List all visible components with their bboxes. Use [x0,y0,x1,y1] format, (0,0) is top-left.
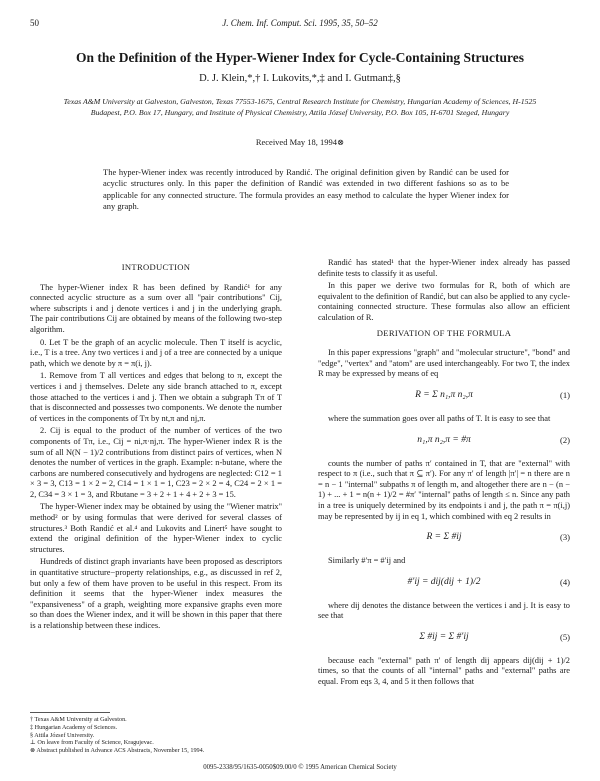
paragraph: The hyper-Wiener index R has been defined by Randić¹ for any connected acyclic structure as a sum over all "pair contributions" Cij, where subscripts i and j denote vertices i and j in the underlying graph. The pair contributions Cij are obtained by means of the following two-step algorithm. [30,282,282,334]
equation-expression: #′ij = dij(dij + 1)/2 [407,576,481,587]
paragraph: because each "external" path π′ of length dij appears dij(dij + 1)/2 times, so that the counts of all "internal" paths and "external" paths are equal. From eqs 3, 4, and 5 it then follows that [318,655,570,687]
equation-expression: R = Σ #ij [426,532,462,543]
paragraph: Similarly #′π = #′ij and [328,556,406,566]
equation-number: (3) [559,532,570,543]
paper-title: On the Definition of the Hyper-Wiener Index for Cycle-Containing Structures [75,50,525,65]
received-date: Received May 18, 1994⊗ [255,137,345,147]
footnotes [30,716,282,755]
paragraph: The hyper-Wiener index may be obtained by using the "Wiener matrix" method² or by using formulas that were derived for several classes of structures.³ Both Randić et al.⁴ and Lukovits and Linert⁵ have sought to extend the original definition of the hyper-Wiener index to cyclic structures. [30,502,282,554]
equation-expression: Σ #ij = Σ #′ij [419,631,469,642]
paragraph: Randić has stated¹ that the hyper-Wiener index already has passed definite tests to classify it as useful. [318,258,570,278]
equation-1 [318,386,570,408]
footnote: ‡ Hungarian Academy of Sciences. [30,723,118,731]
footnote-rule [30,712,110,713]
paragraph: In this paper expressions "graph" and "molecular structure", "bond" and "edge", "vertex" and "atom" are used interchangeably. For two T, the index R may be expressed by means of eq [318,348,570,379]
paragraph: counts the number of paths π′ contained in T, that are "external" with respect to π (i.e., such that π ⊆ π′). For any π′ of length |π′| = n there are n = n − 1 "internal" subpaths π of length m, and altogether there are n − (n − 1) + ... + 1 = n(n + 1)/2 = #π′ "internal" paths of length ≤ n. Since any path in a tree is uniquely determined by its endpoints i and j, the path π = π(i,j) may be represented by ij in eq 1, which combined with eq 2 results in [318,458,570,521]
section-heading-introduction: INTRODUCTION [121,262,191,272]
equation-number: (5) [559,631,570,642]
equation-expression: n₁,π n₂,π = #π [417,434,471,445]
paragraph: Hundreds of distinct graph invariants have been proposed as descriptors in quantitative structure−property relationships, e.g., as discussed in ref 2, but only a few of them have proven to be useful in this respect. From its definition it seems that the hyper-Wiener index measures the "expansiveness" of a graph, weighting more expansive graphs even more so than does the Wiener index, and it will be shown in this paper that there is a relationship between these indices. [30,557,282,630]
footnote: ⊥ On leave from Faculty of Science, Kragujevac. [30,739,154,747]
equation-2 [318,431,570,453]
equation-number: (1) [559,389,570,400]
footnote: † Texas A&M University at Galveston. [30,716,127,723]
affiliations: Texas A&M University at Galveston, Galveston, Texas 77553-1675, Central Research Institute for Chemistry, Hungarian Academy of Sciences, H-1525 Budapest, P.O. Box 17, Hungary, and Institute of Physical Chemistry, Attila József University, P.O. Box 105, H-6701 Szeged, Hungary [63,97,537,117]
equation-number: (4) [559,576,570,587]
paragraph: In this paper we derive two formulas for R, both of which are equivalent to the definition of Randić, but can also be applied to any cycle-containing connected structure. These formulas also allow an efficient calculation of R. [318,281,570,322]
equation-5 [318,628,570,650]
paragraph: 2. Cij is equal to the product of the number of vertices of the two components of Tπ, i.e., Cij = ni,π·nj,π. The hyper-Wiener index R is the sum of all N(N − 1)/2 contributions from distinct pairs of vertices, when N denotes the number of vertices in the graph. Example: n-butane, where the carbons are numbered consecutively and hydrogens are neglected: C12 = 1 × 3 = 3, C13 = 1 × 2 = 2, C14 = 1 × 1 = 1, C23 = 2 × 2 = 4, C24 = 2 × 1 = 2, C34 = 3 × 1 = 3, and Rbutane = 3 + 2 + 1 + 4 + 2 + 3 = 15. [30,426,282,499]
page-number: 50 [30,18,39,28]
paragraph: where the summation goes over all paths of T. It is easy to see that [328,413,551,423]
abstract: The hyper-Wiener index was recently introduced by Randić. The original definition given by Randić can be used for acyclic structures only. In this paper the definition of Randić was extended in two different fashions so as to be applicable for any connected structure. The formula provides an easy method to calculate the hyper Wiener index for any graph. [103,167,509,211]
journal-reference: J. Chem. Inf. Comput. Sci. 1995, 35, 50–52 [222,18,378,28]
paragraph: 0. Let T be the graph of an acyclic molecule. Then T itself is acyclic, i.e., T is a tree. Any two vertices i and j of a tree are connected by a unique path, which we denote by π = π(i, j). [30,337,282,368]
paragraph: 1. Remove from T all vertices and edges that belong to π, except the vertices i and j themselves. Delete any side branch attached to π, except those attached to the vertices i and j. Then we obtain a subgraph Tπ of T that is disconnected and possesses two components. We denote the number of vertices in the components of Tπ by nt,π and nj,π. [30,371,282,423]
paragraph: where dij denotes the distance between the vertices i and j. It is easy to see that [318,600,570,621]
equation-number: (2) [559,434,570,445]
equation-3 [318,528,570,550]
copyright-line: 0095-2338/95/1635-0050$09.00/0 © 1995 American Chemical Society [203,764,397,771]
footnote: ⊗ Abstract published in Advance ACS Abstracts, November 15, 1994. [30,747,205,755]
section-heading-derivation: DERIVATION OF THE FORMULA [376,327,512,338]
equation-expression: R = Σ n₁,π n₂,π [415,389,473,400]
right-column [318,258,570,690]
equation-4 [318,573,570,595]
left-column [30,258,282,634]
footnote: § Attila József University. [30,731,95,739]
author-list: D. J. Klein,*,† I. Lukovits,*,‡ and I. Gutman‡,§ [199,73,401,84]
